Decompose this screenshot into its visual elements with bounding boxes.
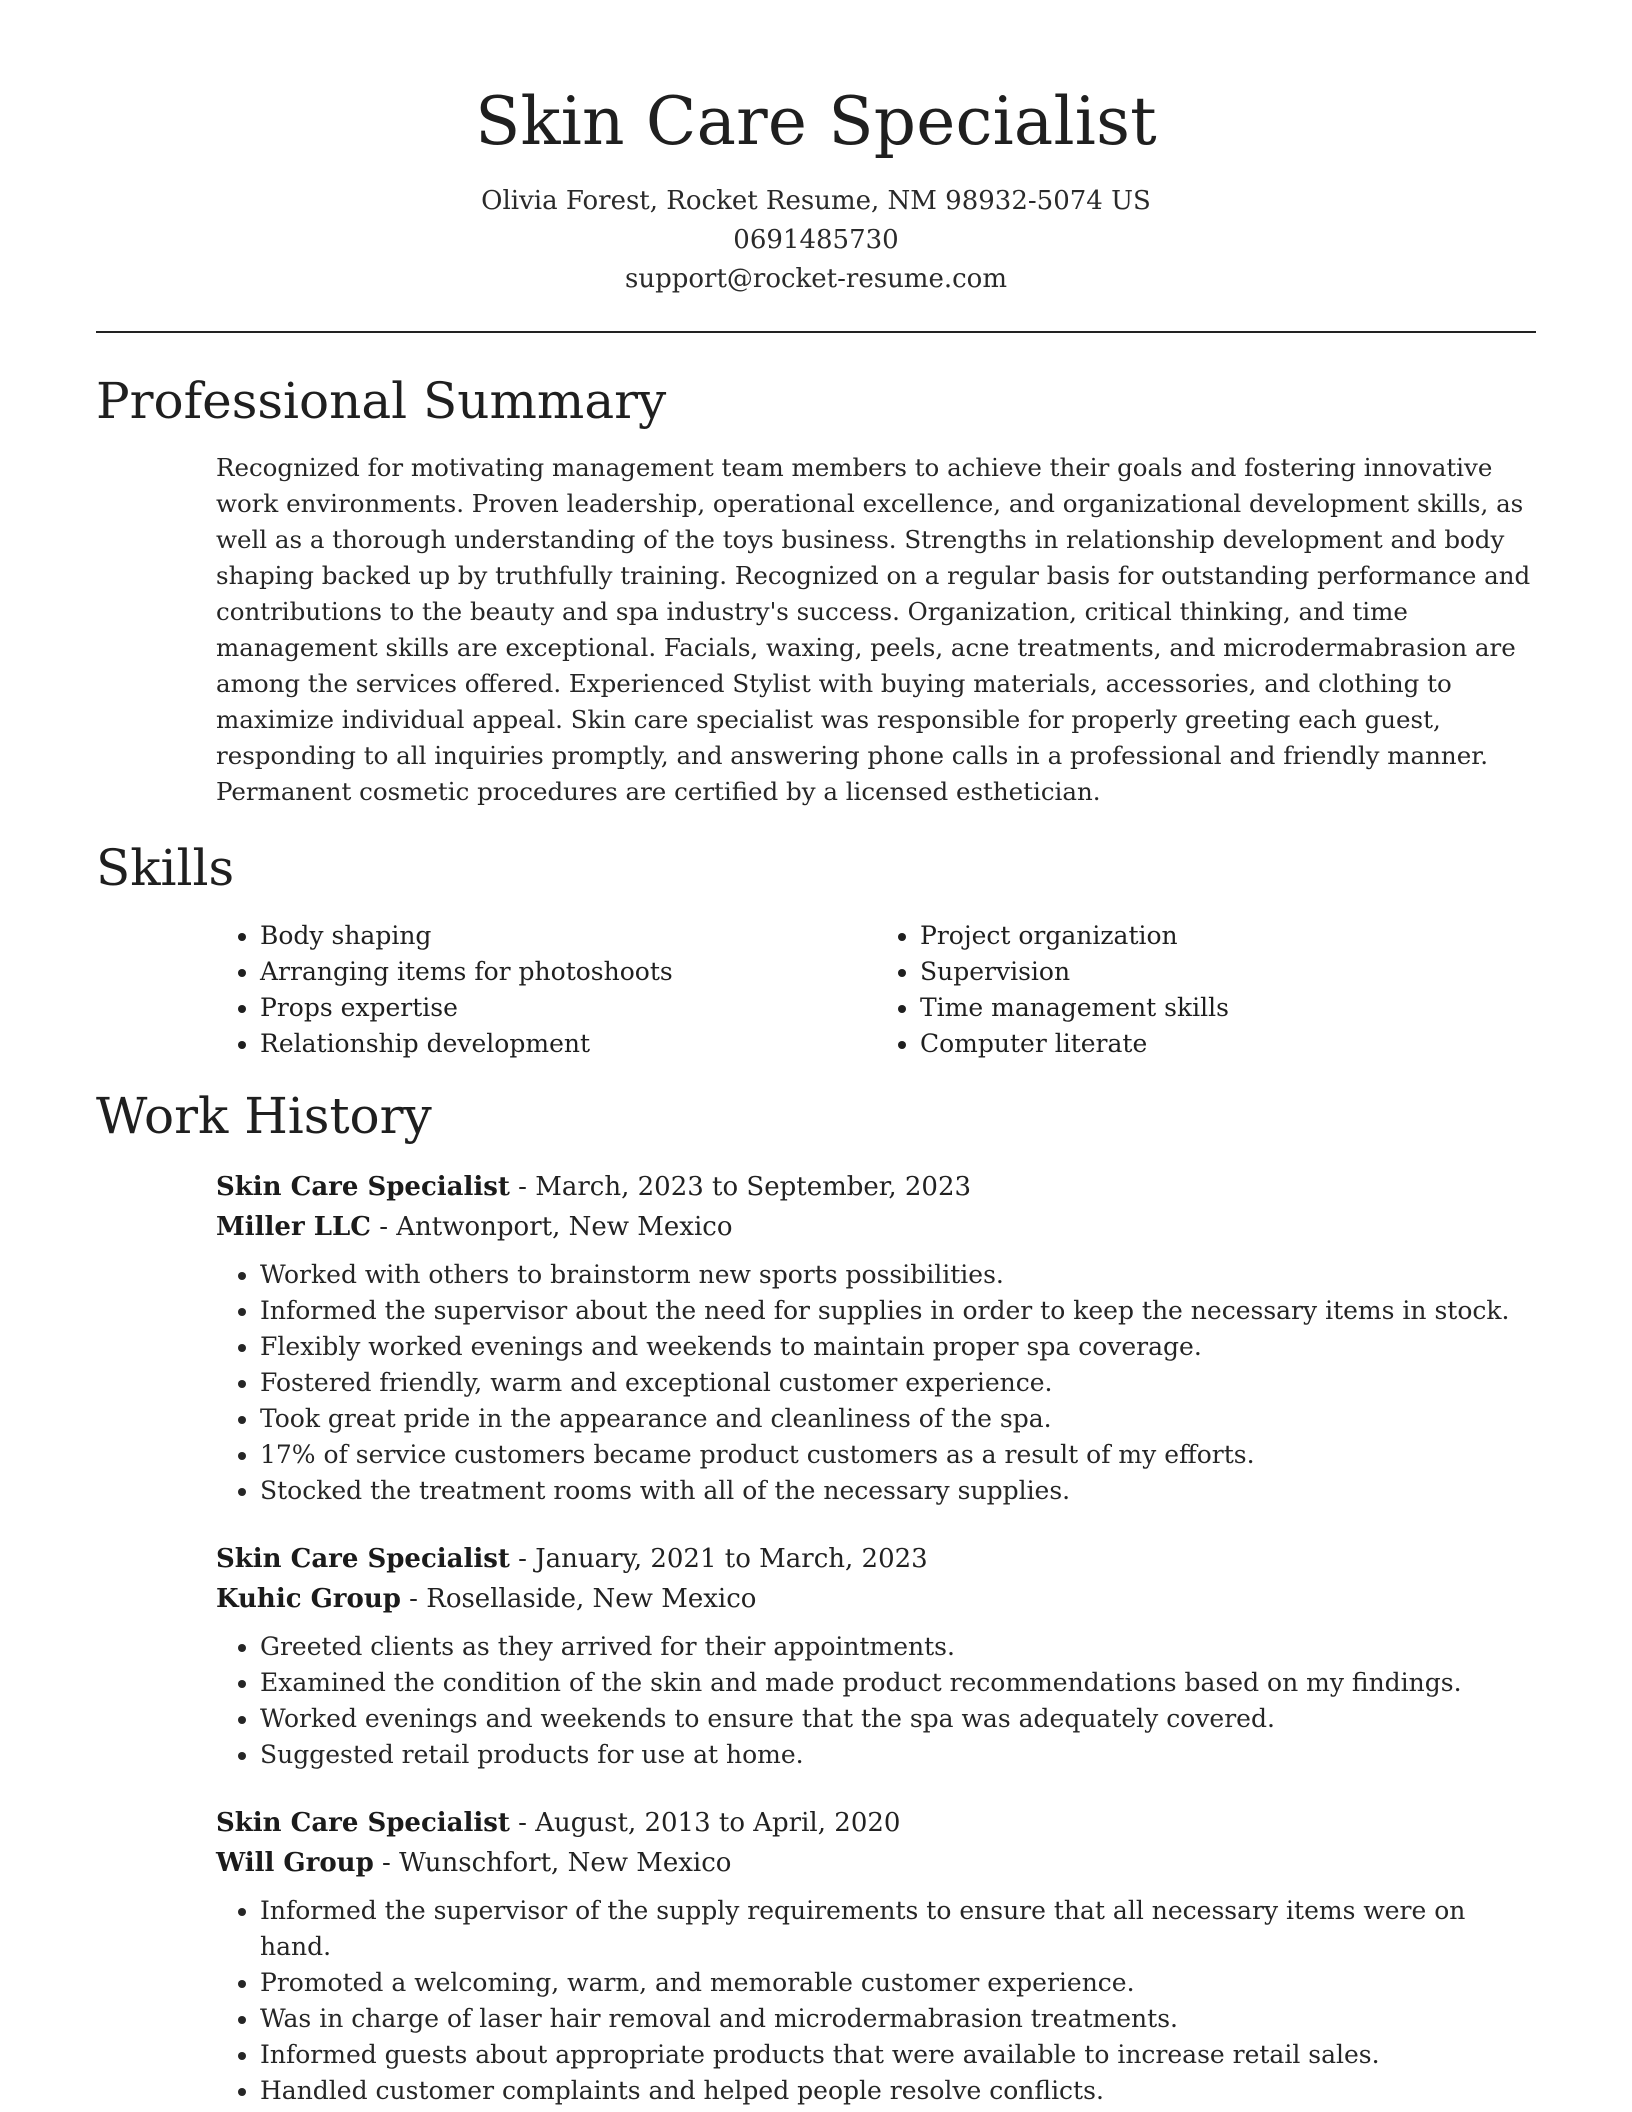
job-company-line	[216, 1579, 1536, 1619]
work-history-heading: Work History	[96, 1086, 432, 1145]
job-role-line	[216, 1539, 1536, 1579]
job-bullets	[216, 1629, 1536, 1773]
job-bullet: • Promoted a welcoming, warm, and memorable customer experience.	[260, 1965, 1536, 2001]
job-bullet: • 17% of service customers became product customers as a result of my efforts.	[260, 1437, 1536, 1473]
job-bullet: • Took great pride in the appearance and cleanliness of the spa.	[260, 1401, 1536, 1437]
skills-grid	[216, 918, 1536, 1062]
job-dates: - August, 2013 to April, 2020	[509, 1808, 901, 1839]
job-bullet: • Informed guests about appropriate products that were available to increase retail sales.	[260, 2037, 1536, 2073]
job-entry	[216, 1167, 1536, 1509]
contact-address: Olivia Forest, Rocket Resume, NM 98932-5074 US	[481, 185, 1151, 216]
skill-item: • Time management skills	[920, 990, 1536, 1026]
job-bullet: • Suggested retail products for use at home.	[260, 1737, 1536, 1773]
contact-block	[96, 182, 1536, 299]
job-location: - Antwonport, New Mexico	[370, 1212, 733, 1243]
job-bullet: • Worked with others to brainstorm new sports possibilities.	[260, 1257, 1536, 1293]
contact-email: support@rocket-resume.com	[624, 263, 1007, 294]
skills-list-right	[876, 918, 1536, 1062]
resume-header	[96, 0, 1536, 299]
summary-text: Recognized for motivating management team members to achieve their goals and fostering innovative work environments. Proven leadership, operational excellence, and organizational development skills, as well as a thorough understanding of the toys business. Strengths in relationship development and body shaping backed up by truthfully training. Recognized on a regular basis for outstanding performance and contributions to the beauty and spa industry's success. Organization, critical thinking, and time management skills are exceptional. Facials, waxing, peels, acne treatments, and microdermabrasion are among the services offered. Experienced Stylist with buying materials, accessories, and clothing to maximize individual appeal. Skin care specialist was responsible for properly greeting each guest, responding to all inquiries promptly, and answering phone calls in a professional and friendly manner. Permanent cosmetic procedures are certified by a licensed esthetician.	[216, 453, 1531, 807]
job-dates: - January, 2021 to March, 2023	[509, 1544, 928, 1575]
resume-title: Skin Care Specialist	[475, 83, 1157, 160]
contact-phone: 0691485730	[733, 224, 899, 255]
job-bullet: • Handled customer complaints and helped people resolve conflicts.	[260, 2073, 1536, 2109]
job-bullet: • Worked evenings and weekends to ensure that the spa was adequately covered.	[260, 1701, 1536, 1737]
job-entry	[216, 1803, 1536, 2109]
skill-item: • Supervision	[920, 954, 1536, 990]
job-dates: - March, 2023 to September, 2023	[509, 1172, 972, 1203]
job-bullets	[216, 1257, 1536, 1509]
job-entry	[216, 1539, 1536, 1773]
job-company: Miller LLC	[216, 1212, 371, 1243]
job-bullet: • Informed the supervisor of the supply requirements to ensure that all necessary items were on hand.	[260, 1893, 1536, 1965]
job-bullets	[216, 1893, 1536, 2109]
skill-item: • Arranging items for photoshoots	[260, 954, 876, 990]
job-role: Skin Care Specialist	[216, 1808, 510, 1839]
skills-list-left	[216, 918, 876, 1062]
job-role-line	[216, 1167, 1536, 1207]
skill-item: • Project organization	[920, 918, 1536, 954]
skill-item: • Props expertise	[260, 990, 876, 1026]
skills-heading: Skills	[96, 839, 235, 898]
job-company-line	[216, 1207, 1536, 1247]
job-company: Kuhic Group	[216, 1584, 401, 1615]
job-role: Skin Care Specialist	[216, 1172, 510, 1203]
resume-page	[96, 0, 1536, 2109]
job-bullet: • Fostered friendly, warm and exceptional customer experience.	[260, 1365, 1536, 1401]
header-divider	[96, 331, 1536, 333]
job-location: - Rosellaside, New Mexico	[400, 1584, 757, 1615]
job-location: - Wunschfort, New Mexico	[373, 1848, 732, 1879]
job-role-line	[216, 1803, 1536, 1843]
skill-item: • Body shaping	[260, 918, 876, 954]
job-bullet: • Examined the condition of the skin and made product recommendations based on my findings.	[260, 1665, 1536, 1701]
job-company-line	[216, 1843, 1536, 1883]
job-bullet: • Was in charge of laser hair removal and microdermabrasion treatments.	[260, 2001, 1536, 2037]
job-bullet: • Informed the supervisor about the need for supplies in order to keep the necessary items in stock.	[260, 1293, 1536, 1329]
job-bullet: • Stocked the treatment rooms with all of the necessary supplies.	[260, 1473, 1536, 1509]
summary-heading: Professional Summary	[96, 371, 667, 430]
job-bullet: • Greeted clients as they arrived for their appointments.	[260, 1629, 1536, 1665]
job-bullet: • Flexibly worked evenings and weekends to maintain proper spa coverage.	[260, 1329, 1536, 1365]
job-role: Skin Care Specialist	[216, 1544, 510, 1575]
skill-item: • Relationship development	[260, 1026, 876, 1062]
job-company: Will Group	[216, 1848, 374, 1879]
skill-item: • Computer literate	[920, 1026, 1536, 1062]
